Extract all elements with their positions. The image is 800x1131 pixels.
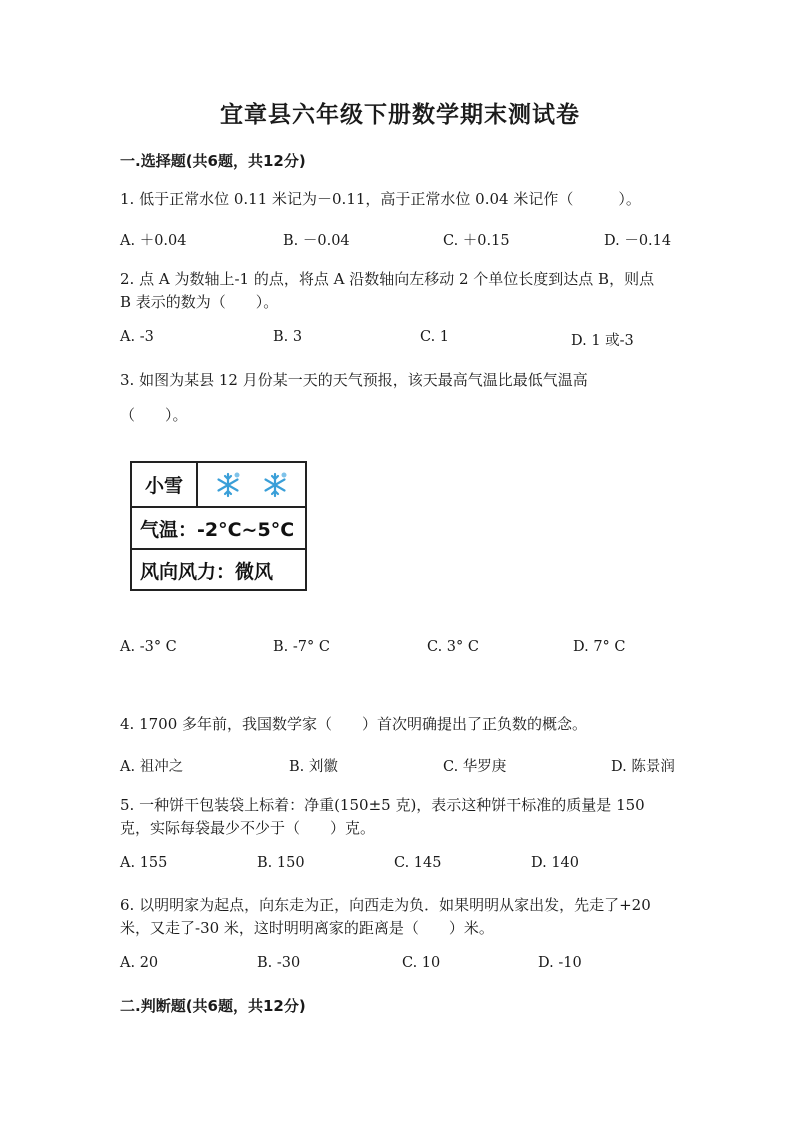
q4-option-b: B. 刘徽 xyxy=(289,759,338,775)
snowflake-icon xyxy=(213,470,243,500)
q2-option-c: C. 1 xyxy=(420,329,450,345)
weather-row-condition xyxy=(132,463,305,508)
q1-option-d: D. －0.14 xyxy=(604,233,672,249)
weather-icons xyxy=(198,463,305,506)
weather-forecast-figure xyxy=(130,461,307,591)
q5-option-d: D. 140 xyxy=(531,855,580,871)
q5-option-a: A. 155 xyxy=(120,855,168,871)
question-2-line-2: B 表示的数为（ ）。 xyxy=(120,293,279,311)
page-title: 宜章县六年级下册数学期末测试卷 xyxy=(220,102,580,128)
q1-option-c: C. ＋0.15 xyxy=(443,233,510,249)
question-4: 4. 1700 多年前，我国数学家（ ）首次明确提出了正负数的概念。 xyxy=(120,715,588,733)
q6-option-c: C. 10 xyxy=(402,955,441,971)
weather-condition-label: 小雪 xyxy=(132,463,198,506)
snowflake-icon xyxy=(260,470,290,500)
weather-temperature: 气温：-2°C~5°C xyxy=(140,518,295,541)
question-2-line-1: 2. 点 A 为数轴上-1 的点，将点 A 沿数轴向左移动 2 个单位长度到达点 B，则点 xyxy=(120,270,655,288)
q4-option-c: C. 华罗庚 xyxy=(443,759,507,775)
q6-option-d: D. -10 xyxy=(538,955,582,971)
q2-option-a: A. -3 xyxy=(120,329,154,345)
question-6-line-1: 6. 以明明家为起点，向东走为正，向西走为负．如果明明从家出发，先走了+20 xyxy=(120,896,651,914)
q1-option-b: B. －0.04 xyxy=(283,233,350,249)
q3-option-a: A. -3° C xyxy=(120,639,177,655)
q6-option-b: B. -30 xyxy=(257,955,301,971)
question-3-line-2: （ ）。 xyxy=(120,406,188,424)
section-heading-choice: 一.选择题(共6题，共12分) xyxy=(120,152,306,170)
question-1: 1. 低于正常水位 0.11 米记为－0.11，高于正常水位 0.04 米记作（ ）。 xyxy=(120,190,641,208)
question-6-line-2: 米，又走了-30 米，这时明明离家的距离是（ ）米。 xyxy=(120,919,494,937)
q5-option-c: C. 145 xyxy=(394,855,442,871)
q3-option-b: B. -7° C xyxy=(273,639,330,655)
section-heading-judgment: 二.判断题(共6题，共12分) xyxy=(120,997,306,1015)
q3-option-d: D. 7° C xyxy=(573,639,626,655)
q6-option-a: A. 20 xyxy=(120,955,159,971)
question-5-line-1: 5. 一种饼干包装袋上标着：净重(150±5 克)，表示这种饼干标准的质量是 150 xyxy=(120,796,645,814)
weather-row-wind xyxy=(132,550,305,590)
q4-option-a: A. 祖冲之 xyxy=(120,759,184,775)
question-3-line-1: 3. 如图为某县 12 月份某一天的天气预报，该天最高气温比最低气温高 xyxy=(120,371,588,389)
weather-wind: 风向风力：微风 xyxy=(140,560,274,583)
q3-option-c: C. 3° C xyxy=(427,639,479,655)
question-5-line-2: 克，实际每袋最少不少于（ ）克。 xyxy=(120,819,376,837)
q5-option-b: B. 150 xyxy=(257,855,305,871)
q1-option-a: A. ＋0.04 xyxy=(120,233,187,249)
q2-option-b: B. 3 xyxy=(273,329,303,345)
q2-option-d: D. 1 或-3 xyxy=(571,333,634,349)
q4-option-d: D. 陈景润 xyxy=(611,759,675,775)
weather-row-temperature xyxy=(132,508,305,550)
